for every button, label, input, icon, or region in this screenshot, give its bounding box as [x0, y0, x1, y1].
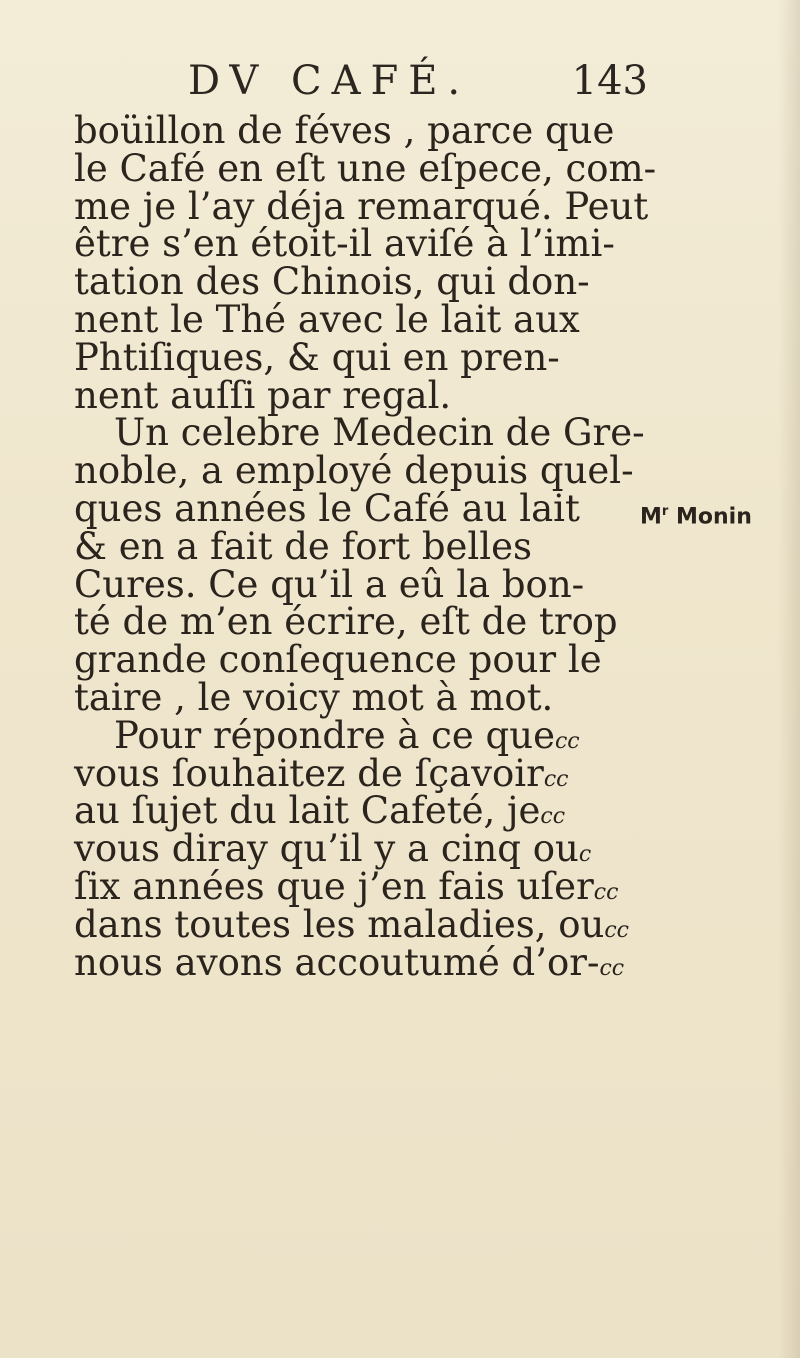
text-line: me je l’ay déja remarqué. Peut: [74, 184, 649, 228]
quotation-mark: cc: [599, 955, 625, 981]
text-line: nent le Thé avec le lait aux: [74, 297, 580, 341]
quotation-mark: cc: [593, 879, 619, 905]
margin-note-superscript: r: [661, 504, 669, 519]
quotation-mark: cc: [604, 917, 630, 943]
quotation-mark: cc: [540, 804, 566, 830]
text-line: Phtiſiques, & qui en pren-: [74, 335, 560, 379]
text-line: nous avons accoutumé d’or-cc: [74, 940, 625, 984]
text-line: vous diray qu’il y a cinq ouc: [74, 827, 592, 871]
paragraph-start-line: Un celebre Medecin de Gre-: [114, 411, 645, 455]
text-line: nent auſſi par regal.: [74, 373, 452, 417]
text-line: être s’en étoit-il aviſé à l’imi-: [74, 222, 615, 266]
margin-note-prefix: M: [640, 504, 662, 530]
paragraph-start-line: Pour répondre à ce quecc: [114, 713, 580, 757]
quotation-mark: c: [578, 842, 592, 868]
margin-note: [640, 504, 752, 529]
text-line: & en a fait de fort belles: [74, 524, 532, 568]
margin-note-name: Monin: [668, 504, 752, 530]
page-header: [188, 58, 648, 108]
page-number: 143: [571, 58, 648, 104]
text-line: vous ſouhaitez de ſçavoircc: [74, 751, 569, 795]
text-line: ſix années que j’en fais uſercc: [74, 864, 619, 908]
running-head: DV CAFÉ.: [188, 58, 471, 104]
quotation-mark: cc: [554, 728, 580, 754]
text-line: ques années le Café au lait: [74, 486, 580, 530]
text-line: grande conſequence pour le: [74, 638, 602, 682]
text-line: taire , le voicy mot à mot.: [74, 675, 554, 719]
body-text: [74, 109, 657, 984]
text-line: noble, a employé depuis quel-: [74, 449, 634, 493]
text-line: boüillon de féves , parce que: [74, 109, 615, 152]
text-line: té de m’en écrire, eſt de trop: [74, 600, 618, 644]
text-line: tation des Chinois, qui don-: [74, 260, 590, 304]
text-line: le Café en eſt une eſpece, com-: [74, 146, 657, 190]
text-line: Cures. Ce qu’il a eû la bon-: [74, 562, 585, 606]
quotation-mark: cc: [543, 766, 569, 792]
text-line: au ſujet du lait Cafeté, jecc: [74, 789, 566, 833]
text-line: dans toutes les maladies, oucc: [74, 902, 630, 946]
